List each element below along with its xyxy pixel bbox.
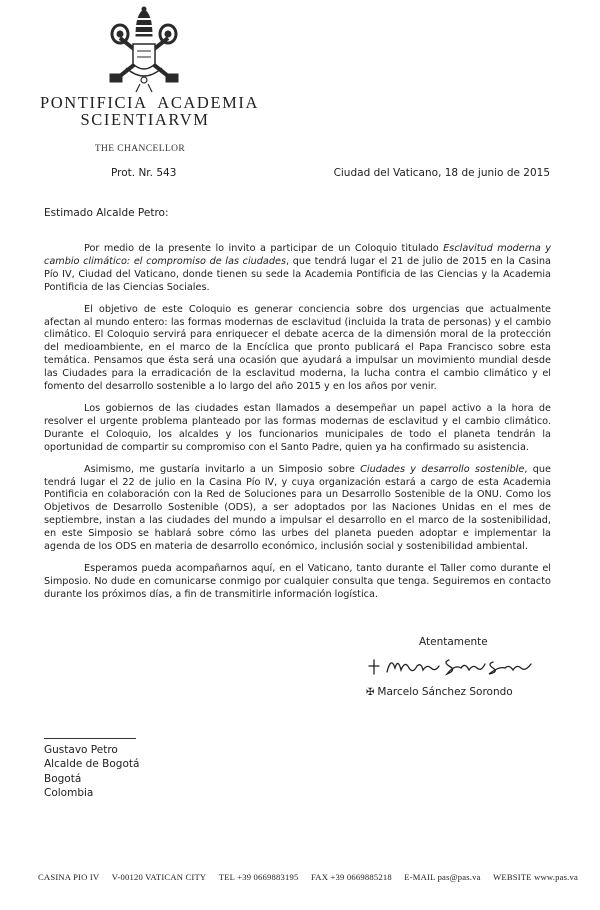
footer xyxy=(38,872,578,882)
paragraph-3: Los gobiernos de las ciudades estan llamados a desempeñar un papel activo a la hora de resolver el urgente problema planteado por las formas modernas de esclavitud y el cambio climático. Durante el Coloquio, los alcaldes y los funcionarios municipales de todo el planeta tendrán la oportunidad de compartir su compromiso con el Santo Padre, quien ya ha confirmado su asistencia. xyxy=(44,402,551,453)
footer-website: WEBSITE www.pas.va xyxy=(493,872,578,882)
divider xyxy=(44,738,136,739)
addressee-line: Bogotá xyxy=(44,772,82,785)
papal-keys-coat-of-arms-icon xyxy=(96,6,192,94)
footer-venue: CASINA PIO IV xyxy=(38,872,100,882)
closing: Atentamente xyxy=(419,636,488,648)
symposium-title: Ciudades y desarrollo sostenible xyxy=(360,463,525,475)
paragraph-4-text-b: , que tendrá lugar el 22 de julio en la Casina Pío IV, y cuya organización estará a cargo de esta Academia Pontificia en colaboración con la Red de Soluciones para un Desarrollo Sostenible de la ONU. Como los Objetivos de Desarrollo Sostenible (ODS), a ser adoptados por las Naciones Unidas en el mes de septiembre, instan a las ciudades del mundo a impulsar el desarrollo en el marco de la sostenibilidad, en este Simposio se hablará sobre cómo las urbes del planeta pueden adoptar e implementar la agenda de los ODS en materia de desarrollo económico, inclusión social y sostenibilidad ambiental. xyxy=(44,463,551,553)
addressee-line: Colombia xyxy=(44,787,94,800)
organization-name xyxy=(40,93,260,129)
handwritten-signature xyxy=(365,650,535,682)
footer-fax: FAX +39 0669885218 xyxy=(310,872,392,882)
paragraph-5: Esperamos pueda acompañarnos aquí, en el Vaticano, tanto durante el Taller como durante el Simposio. No dude en comunicarse conmigo por cualquier consulta que tenga. Seguiremos en contacto durante los próximos días, a fin de transmitirle información logística. xyxy=(44,562,551,600)
addressee-block xyxy=(44,743,139,801)
letter-body xyxy=(44,243,551,611)
place-and-date: Ciudad del Vaticano, 18 de junio de 2015 xyxy=(333,167,550,179)
organization-name-line2: SCIENTIARVM xyxy=(80,110,210,129)
organization-name-line1: PONTIFICIA ACADEMIA xyxy=(40,93,260,112)
addressee-line: Gustavo Petro xyxy=(44,744,118,756)
salutation: Estimado Alcalde Petro: xyxy=(44,207,169,219)
paragraph-2: El objetivo de este Coloquio es generar conciencia sobre dos urgencias que actualmente afectan al mundo entero: las formas modernas de esclavitud (incluida la trata de personas) y el cambio climático. El Coloquio servirá para enriquecer el debate acerca de la dimensión moral de la protección del medioambiente, en el marco de la Encíclica que pronto publicará el Papa Francisco sobre esta temática. Pensamos que ésta será una ocasión que ayudará a impulsar un movimiento mundial desde las Ciudades para la erradicación de la esclavitud moderna, la lucha contra el cambio climático y el fomento del desarrollo sostenible a lo largo del año 2015 y en los años por venir. xyxy=(44,303,551,393)
signer-name-text: Marcelo Sánchez Sorondo xyxy=(377,686,513,698)
paragraph-1 xyxy=(44,243,551,295)
footer-tel: TEL +39 0669883195 xyxy=(218,872,299,882)
protocol-number: Prot. Nr. 543 xyxy=(111,167,177,179)
paragraph-1-text-b: , que tendrá lugar el 21 de julio de 2015 en la Casina Pío IV, Ciudad del Vaticano, donde tienen su sede la Academia Pontificia de las Ciencias y la Academia Pontificia de las Ciencias Sociales. xyxy=(44,255,551,293)
paragraph-1-text-a: Por medio de la presente lo invito a participar de un Coloquio titulado xyxy=(84,243,444,254)
office-title: THE CHANCELLOR xyxy=(94,144,186,154)
footer-city: V-00120 VATICAN CITY xyxy=(111,872,207,882)
addressee-line: Alcalde de Bogotá xyxy=(44,758,140,771)
colloquium-title: Esclavitud moderna y cambio climático: el compromiso de las ciudades xyxy=(44,243,552,267)
signer-name xyxy=(366,686,513,698)
paragraph-4-text-a: Asimismo, me gustaría invitarlo a un Simposio sobre xyxy=(84,463,361,475)
cross-icon: ✠ xyxy=(366,687,375,698)
footer-email: E-MAIL pas@pas.va xyxy=(404,872,481,882)
paragraph-4 xyxy=(44,464,551,554)
